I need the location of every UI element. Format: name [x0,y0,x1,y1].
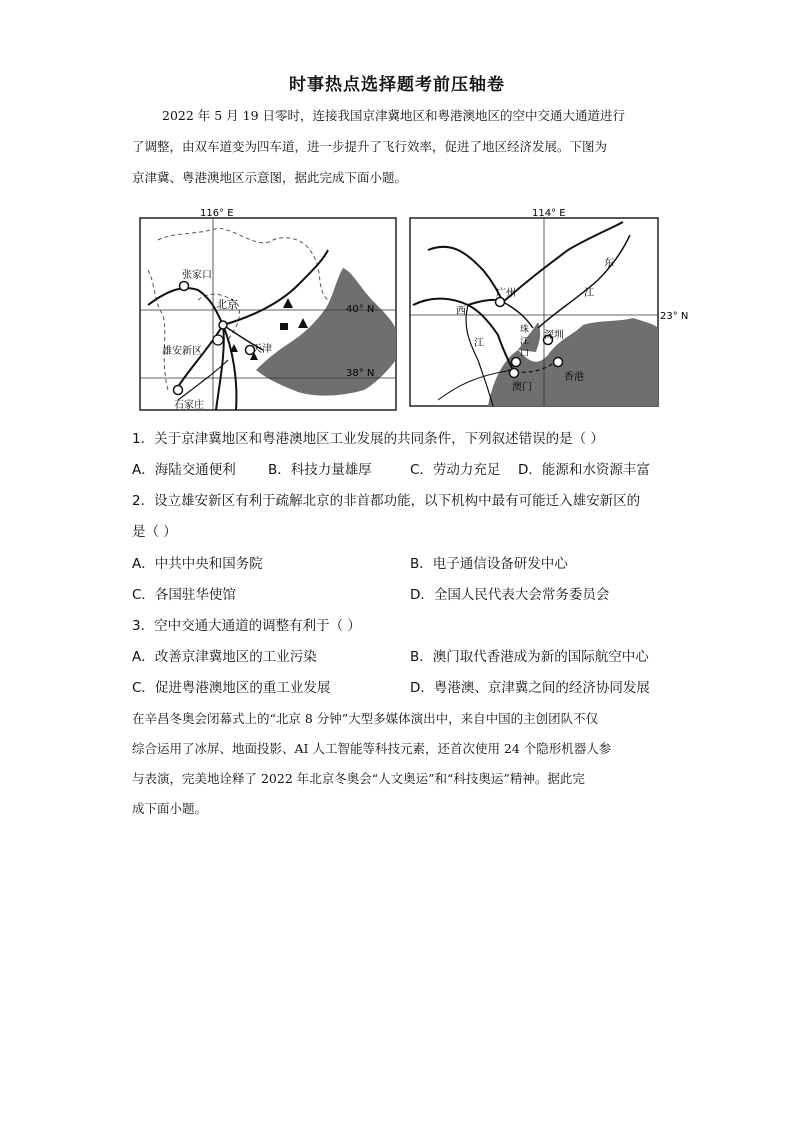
city-label: 北京 [216,298,238,311]
city-label: 广州 [496,288,516,299]
question-2-stem-line: 2．设立雄安新区有利于疏解北京的非首都功能，以下机构中最有可能迁入雄安新区的 [132,493,641,509]
city-label: 天津 [252,344,272,355]
option-b[interactable]: B．澳门取代香港成为新的国际航空中心 [410,649,649,665]
city-label: 雄安新区 [162,346,202,357]
city-label: 深圳 [544,330,564,341]
intro2-line: 在辛昌冬奥会闭幕式上的“北京 8 分钟”大型多媒体演出中，来自中国的主创团队不仅 [132,711,599,726]
city-label: 香港 [564,372,584,383]
intro2-line: 成下面小题。 [132,801,208,816]
option-d[interactable]: D．能源和水资源丰富 [518,462,650,478]
option-c[interactable]: C．劳动力充足 [410,462,501,478]
question-2-options-row1 [132,549,662,580]
intro-line: 京津冀、粤港澳地区示意图，据此完成下面小题。 [132,170,408,185]
river-label: 珠 [520,325,530,335]
map-yuegangao [408,208,689,415]
option-d[interactable]: D．粤港澳、京津冀之间的经济协同发展 [410,680,650,696]
map-left-lat-top-label: 40° N [346,304,375,315]
question-1-stem: 1．关于京津冀地区和粤港澳地区工业发展的共同条件，下列叙述错误的是（ ） [132,431,604,447]
intro2-paragraph [132,704,662,824]
city-label: 张家口 [182,270,212,281]
map-jingjinji [138,210,400,415]
option-a[interactable]: A．改善京津冀地区的工业污染 [132,649,317,665]
question-2-options-row2 [132,580,662,611]
map-left-lat-bottom-label: 38° N [346,368,375,379]
intro-line: 了调整，由双车道变为四车道，进一步提升了飞行效率，促进了地区经济发展。下图为 [132,139,608,154]
page-title: 时事热点选择题考前压轴卷 [289,75,505,95]
map-left-longitude-label: 116° E [200,208,234,219]
option-a[interactable]: A．中共中央和国务院 [132,556,263,572]
question-3-stem: 3．空中交通大通道的调整有利于（ ） [132,618,361,634]
question-1-options [132,455,662,486]
river-label: 口 [520,349,530,359]
city-label: 石家庄 [174,400,204,411]
map-right-longitude-label: 114° E [532,208,566,219]
option-b[interactable]: B．科技力量雄厚 [268,462,372,478]
river-label: 西 [456,306,466,317]
river-label: 东 [604,258,614,269]
question-2-stem-line: 是（ ） [132,524,177,540]
intro-line: 2022 年 5 月 19 日零时，连接我国京津冀地区和粤港澳地区的空中交通大通道进行 [162,108,626,123]
intro2-line: 综合运用了冰屏、地面投影、AI 人工智能等科技元素，还首次使用 24 个隐形机器人参 [132,741,612,756]
river-label: 江 [520,337,530,347]
option-d[interactable]: D．全国人民代表大会常务委员会 [410,587,610,603]
river-label: 江 [584,288,594,299]
map-right-latitude-label: 23° N [660,311,689,322]
option-b[interactable]: B．电子通信设备研发中心 [410,556,568,572]
question-3-options-row2 [132,673,662,704]
option-c[interactable]: C．各国驻华使馆 [132,587,236,603]
option-c[interactable]: C．促进粤港澳地区的重工业发展 [132,680,331,696]
city-label: 澳门 [512,382,532,393]
river-label: 江 [474,338,484,349]
question-3-options-row1 [132,642,662,673]
intro2-line: 与表演，完美地诠释了 2022 年北京冬奥会“人文奥运”和“科技奥运”精神。据此完 [132,771,585,786]
option-a[interactable]: A．海陆交通便利 [132,462,236,478]
intro-paragraph [132,100,662,193]
question-2-stem [132,486,662,548]
maps-figure [0,210,794,415]
